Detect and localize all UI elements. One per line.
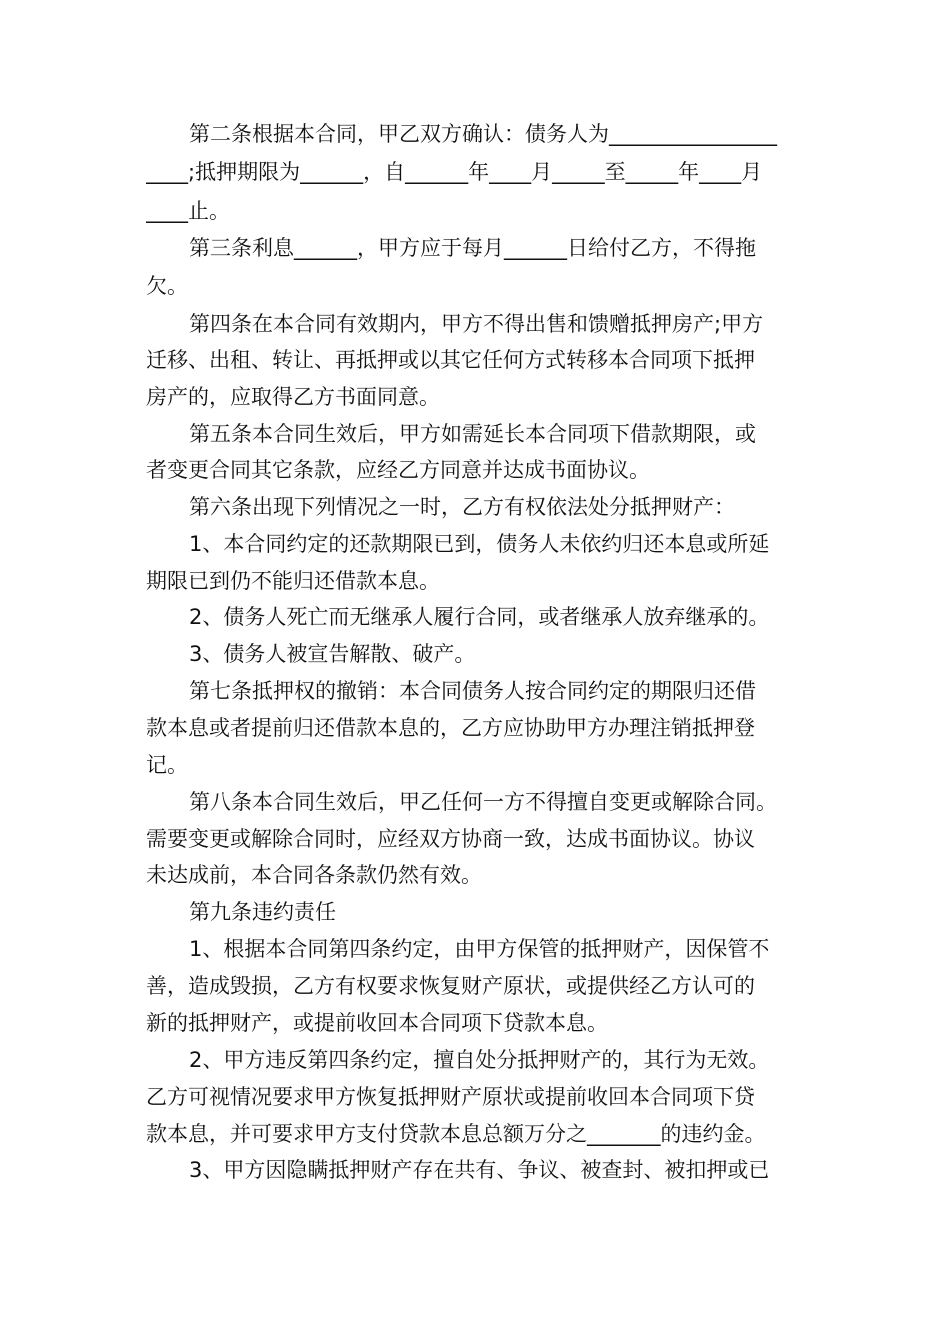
text-line: 第五条本合同生效后，甲方如需延长本合同项下借款期限，或 bbox=[189, 422, 756, 446]
text-line: ____;抵押期限为______，自______年____月_____至_____年____月 bbox=[146, 160, 763, 184]
text-line: 新的抵押财产，或提前收回本合同项下贷款本息。 bbox=[146, 1011, 608, 1035]
text-line: 款本息或者提前归还借款本息的，乙方应协助甲方办理注销抵押登 bbox=[146, 716, 755, 740]
text-line: 3、甲方因隐瞒抵押财产存在共有、争议、被查封、被扣押或已 bbox=[189, 1158, 770, 1182]
text-line: 第七条抵押权的撤销：本合同债务人按合同约定的期限归还借 bbox=[189, 679, 756, 703]
text-line: ____止。 bbox=[146, 199, 230, 223]
text-line: 欠。 bbox=[146, 274, 188, 298]
text-line: 第八条本合同生效后，甲乙任何一方不得擅自变更或解除合同。 bbox=[189, 790, 777, 814]
text-line: 第二条根据本合同，甲乙双方确认：债务人为________________ bbox=[189, 122, 777, 146]
text-line: 1、根据本合同第四条约定，由甲方保管的抵押财产，因保管不 bbox=[189, 937, 770, 961]
text-line: 第四条在本合同有效期内，甲方不得出售和馈赠抵押房产;甲方 bbox=[189, 312, 764, 336]
text-line: 善，造成毁损，乙方有权要求恢复财产原状，或提供经乙方认可的 bbox=[146, 974, 755, 998]
text-line: 迁移、出租、转让、再抵押或以其它任何方式转移本合同项下抵押 bbox=[146, 348, 755, 372]
text-line: 乙方可视情况要求甲方恢复抵押财产原状或提前收回本合同项下贷 bbox=[146, 1085, 755, 1109]
text-line: 2、债务人死亡而无继承人履行合同，或者继承人放弃继承的。 bbox=[189, 605, 770, 629]
text-line: 者变更合同其它条款，应经乙方同意并达成书面协议。 bbox=[146, 458, 650, 482]
text-line: 记。 bbox=[146, 753, 188, 777]
text-line: 房产的，应取得乙方书面同意。 bbox=[146, 385, 440, 409]
text-line: 期限已到仍不能归还借款本息。 bbox=[146, 569, 440, 593]
text-line: 第九条违约责任 bbox=[189, 900, 336, 924]
text-line: 第六条出现下列情况之一时，乙方有权依法处分抵押财产： bbox=[189, 495, 735, 519]
text-line: 1、本合同约定的还款期限已到，债务人未依约归还本息或所延 bbox=[189, 532, 770, 556]
text-line: 3、债务人被宣告解散、破产。 bbox=[189, 642, 476, 666]
text-line: 第三条利息______，甲方应于每月______日给付乙方，不得拖 bbox=[189, 236, 756, 260]
text-line: 2、甲方违反第四条约定，擅自处分抵押财产的，其行为无效。 bbox=[189, 1048, 770, 1072]
text-line: 款本息，并可要求甲方支付贷款本息总额万分之_______的违约金。 bbox=[146, 1122, 766, 1146]
text-line: 需要变更或解除合同时，应经双方协商一致，达成书面协议。协议 bbox=[146, 827, 755, 851]
text-line: 未达成前，本合同各条款仍然有效。 bbox=[146, 863, 482, 887]
